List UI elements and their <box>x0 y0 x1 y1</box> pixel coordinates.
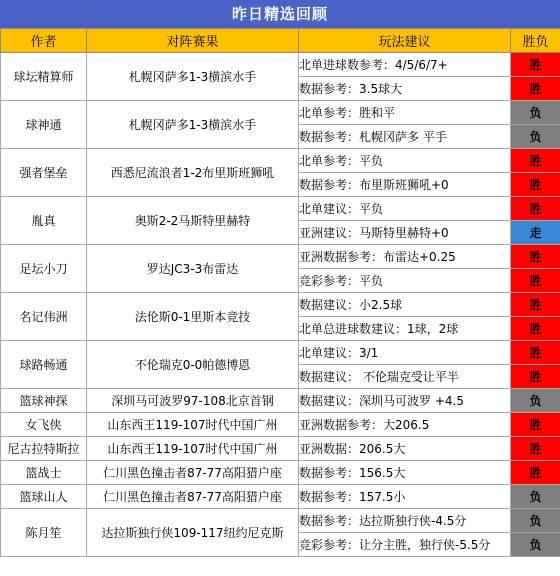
author-cell: 胤真 <box>1 197 87 245</box>
result-badge: 负 <box>511 389 560 413</box>
tip-cell: 数据参考：157.5小 <box>299 485 511 509</box>
result-badge: 胜 <box>511 341 560 365</box>
table-row <box>1 509 560 533</box>
tip-cell: 亚洲数据参考：大206.5 <box>299 413 511 437</box>
match-result-cell: 仁川黑色撞击者87-77高阳猎户座 <box>87 461 299 485</box>
match-result-cell: 山东西王119-107时代中国广州 <box>87 437 299 461</box>
result-badge: 胜 <box>511 293 560 317</box>
result-badge: 胜 <box>511 413 560 437</box>
table-row <box>1 149 560 173</box>
result-badge: 胜 <box>511 461 560 485</box>
result-badge: 胜 <box>511 77 560 101</box>
match-result-cell: 山东西王119-107时代中国广州 <box>87 413 299 437</box>
author-cell: 足坛小刀 <box>1 245 87 293</box>
tip-cell: 竞彩参考：平负 <box>299 269 511 293</box>
author-cell: 女飞侠 <box>1 413 87 437</box>
match-result-cell: 不伦瑞克0-0帕德博恩 <box>87 341 299 389</box>
result-badge: 胜 <box>511 437 560 461</box>
picks-body <box>1 53 560 557</box>
table-row <box>1 437 560 461</box>
author-cell: 篮球神探 <box>1 389 87 413</box>
author-cell: 强者堡垒 <box>1 149 87 197</box>
author-cell: 陈月笙 <box>1 509 87 557</box>
column-header-tip: 玩法建议 <box>299 29 511 53</box>
match-result-cell: 札幌冈萨多1-3横滨水手 <box>87 53 299 101</box>
table-row <box>1 485 560 509</box>
author-cell: 尼古拉特斯拉 <box>1 437 87 461</box>
table-row <box>1 461 560 485</box>
match-result-cell: 深圳马可波罗97-108北京首钢 <box>87 389 299 413</box>
column-header-result: 胜负 <box>511 29 560 53</box>
match-result-cell: 西悉尼流浪者1-2布里斯班狮吼 <box>87 149 299 197</box>
author-cell: 球坛精算师 <box>1 53 87 101</box>
result-badge: 负 <box>511 485 560 509</box>
result-badge: 负 <box>511 533 560 557</box>
author-cell: 球神通 <box>1 101 87 149</box>
table-row <box>1 101 560 125</box>
tip-cell: 数据建议：小2.5球 <box>299 293 511 317</box>
tip-cell: 数据参考：3.5球大 <box>299 77 511 101</box>
tip-cell: 北单参考：胜和平 <box>299 101 511 125</box>
tip-cell: 北单建议：3/1 <box>299 341 511 365</box>
table-row <box>1 413 560 437</box>
tip-cell: 北单参考：平负 <box>299 149 511 173</box>
table-row <box>1 341 560 365</box>
table-row <box>1 245 560 269</box>
table-row <box>1 197 560 221</box>
result-badge: 胜 <box>511 317 560 341</box>
tip-cell: 数据建议： 不伦瑞克受让平半 <box>299 365 511 389</box>
tip-cell: 北单建议：平负 <box>299 197 511 221</box>
result-badge: 胜 <box>511 149 560 173</box>
tip-cell: 亚洲数据参考：布雷达+0.25 <box>299 245 511 269</box>
author-cell: 球路畅通 <box>1 341 87 389</box>
result-badge: 负 <box>511 509 560 533</box>
result-badge: 胜 <box>511 53 560 77</box>
result-badge: 胜 <box>511 365 560 389</box>
tip-cell: 数据参考：达拉斯独行侠-4.5分 <box>299 509 511 533</box>
match-result-cell: 札幌冈萨多1-3横滨水手 <box>87 101 299 149</box>
result-badge: 走 <box>511 221 560 245</box>
result-badge: 胜 <box>511 197 560 221</box>
result-badge: 胜 <box>511 173 560 197</box>
table-row <box>1 53 560 77</box>
header-row <box>1 29 560 53</box>
tip-cell: 亚洲建议：马斯特里赫特+0 <box>299 221 511 245</box>
match-result-cell: 达拉斯独行侠109-117纽约尼克斯 <box>87 509 299 557</box>
result-badge: 负 <box>511 101 560 125</box>
match-result-cell: 法伦斯0-1里斯本竞技 <box>87 293 299 341</box>
author-cell: 篮球山人 <box>1 485 87 509</box>
column-header-match: 对阵赛果 <box>87 29 299 53</box>
tip-cell: 竞彩参考：让分主胜，独行侠-5.5分 <box>299 533 511 557</box>
result-badge: 胜 <box>511 245 560 269</box>
tip-cell: 亚洲数据：206.5大 <box>299 437 511 461</box>
result-badge: 胜 <box>511 269 560 293</box>
tip-cell: 北单总进球数建议：1球，2球 <box>299 317 511 341</box>
tip-cell: 数据参考：156.5大 <box>299 461 511 485</box>
match-result-cell: 罗达JC3-3布雷达 <box>87 245 299 293</box>
tip-cell: 数据参考：札幌冈萨多 平手 <box>299 125 511 149</box>
board-title: 昨日精选回顾 <box>0 0 560 28</box>
match-result-cell: 奥斯2-2马斯特里赫特 <box>87 197 299 245</box>
author-cell: 篮战士 <box>1 461 87 485</box>
result-badge: 负 <box>511 125 560 149</box>
match-result-cell: 仁川黑色撞击者87-77高阳猎户座 <box>87 485 299 509</box>
tip-cell: 数据建议：深圳马可波罗 +4.5 <box>299 389 511 413</box>
author-cell: 名记伟洲 <box>1 293 87 341</box>
tip-cell: 数据参考：布里斯班狮吼+0 <box>299 173 511 197</box>
table-row <box>1 389 560 413</box>
table-row <box>1 293 560 317</box>
tip-cell: 北单进球数参考：4/5/6/7+ <box>299 53 511 77</box>
column-header-author: 作者 <box>1 29 87 53</box>
picks-table <box>0 28 560 557</box>
